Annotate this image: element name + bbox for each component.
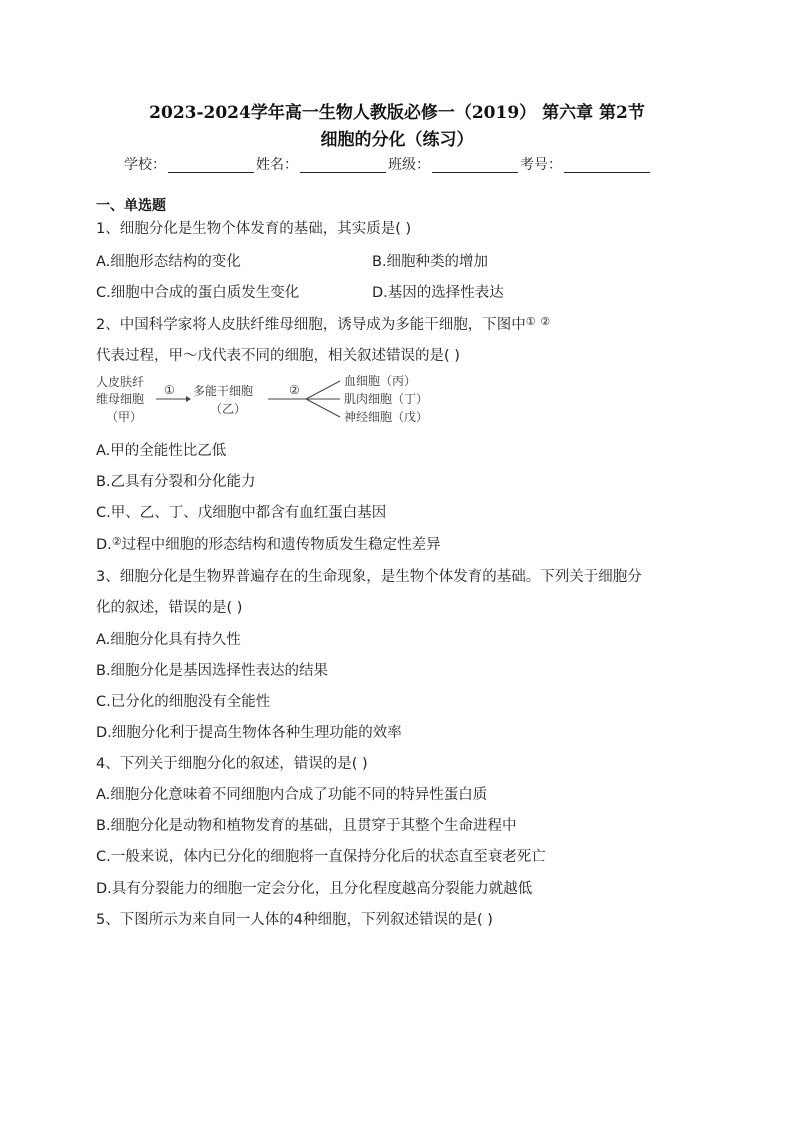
q4-option-a[interactable]: A.细胞分化意味着不同细胞内合成了功能不同的特异性蛋白质 [96,787,488,803]
page-subtitle: 细胞的分化（练习） [320,130,474,150]
q3-option-c[interactable]: C.已分化的细胞没有全能性 [96,694,271,710]
page-title: 2023-2024学年高一生物人教版必修一（2019） 第六章 第2节 [149,103,645,123]
q1-option-b[interactable]: B.细胞种类的增加 [372,254,489,270]
class-field[interactable] [432,158,518,173]
q2-option-b[interactable]: B.乙具有分裂和分化能力 [96,474,256,490]
branch-down [306,399,340,417]
exam-number-label: 考号： [520,157,562,173]
student-info-row [124,154,652,174]
circled-one-marker: ① [525,315,536,328]
question-3-stem-line1: 3、细胞分化是生物界普遍存在的生命现象，是生物个体发育的基础。下列关于细胞分 [96,569,642,585]
diagram-source-label-2: 维母细胞 [96,392,145,406]
q1-option-a[interactable]: A.细胞形态结构的变化 [96,254,241,270]
diagram-stem-cell-code: （乙） [210,402,247,416]
blood-cell-label: 血细胞（丙） [344,374,417,388]
question-3-stem-line2: 化的叙述，错误的是( ) [96,600,243,616]
q2-option-d-text: 过程中细胞的形态结构和遗传物质发生稳定性差异 [121,537,441,553]
q4-option-b[interactable]: B.细胞分化是动物和植物发育的基础，且贯穿于其整个生命进程中 [96,818,517,834]
muscle-cell-label: 肌肉细胞（丁） [344,392,429,406]
step-one-label: ① [164,383,175,397]
q3-option-b[interactable]: B.细胞分化是基因选择性表达的结果 [96,663,329,679]
name-field[interactable] [300,158,386,173]
q1-option-d[interactable]: D.基因的选择性表达 [372,285,504,301]
question-2-stem-line1 [96,313,550,334]
question-2-stem-line2: 代表过程，甲～戊代表不同的细胞，相关叙述错误的是( ) [96,348,460,364]
q4-option-d[interactable]: D.具有分裂能力的细胞一定会分化，且分化程度越高分裂能力就越低 [96,881,533,897]
class-label: 班级： [388,157,430,173]
q2-option-d[interactable] [96,533,441,554]
school-label: 学校： [124,157,166,173]
q1-option-c[interactable]: C.细胞中合成的蛋白质发生变化 [96,285,300,301]
school-field[interactable] [168,158,254,173]
q3-option-d[interactable]: D.细胞分化利于提高生物体各种生理功能的效率 [96,725,402,741]
q2-option-d-letter: D. [96,537,112,553]
cell-differentiation-diagram [94,372,454,434]
question-5-stem: 5、下图所示为来自同一人体的4种细胞，下列叙述错误的是( ) [96,912,493,928]
diagram-stem-cell-label: 多能干细胞 [193,384,254,398]
arrow-1-head [186,396,191,402]
circled-two-marker: ② [111,535,122,548]
exam-number-field[interactable] [564,158,650,173]
q2-option-a[interactable]: A.甲的全能性比乙低 [96,443,227,459]
nerve-cell-label: 神经细胞（戊） [344,410,429,424]
step-two-label: ② [289,383,300,397]
diagram-source-label-1: 人皮肤纤 [96,375,145,389]
name-label: 姓名： [256,157,298,173]
q2-option-c[interactable]: C.甲、乙、丁、戊细胞中都含有血红蛋白基因 [96,505,387,521]
question-4-stem: 4、下列关于细胞分化的叙述，错误的是( ) [96,756,368,772]
q4-option-c[interactable]: C.一般来说，体内已分化的细胞将一直保持分化后的状态直至衰老死亡 [96,849,546,865]
circled-two-marker: ② [540,315,551,328]
q3-option-a[interactable]: A.细胞分化具有持久性 [96,632,241,648]
branch-up [306,381,340,399]
diagram-source-label-3: （甲） [106,410,143,424]
q2-stem-text: 2、中国科学家将人皮肤纤维母细胞，诱导成为多能干细胞，下图中 [96,317,526,333]
section-heading: 一、单选题 [96,198,166,214]
question-1-stem: 1、细胞分化是生物个体发育的基础，其实质是( ) [96,221,412,237]
